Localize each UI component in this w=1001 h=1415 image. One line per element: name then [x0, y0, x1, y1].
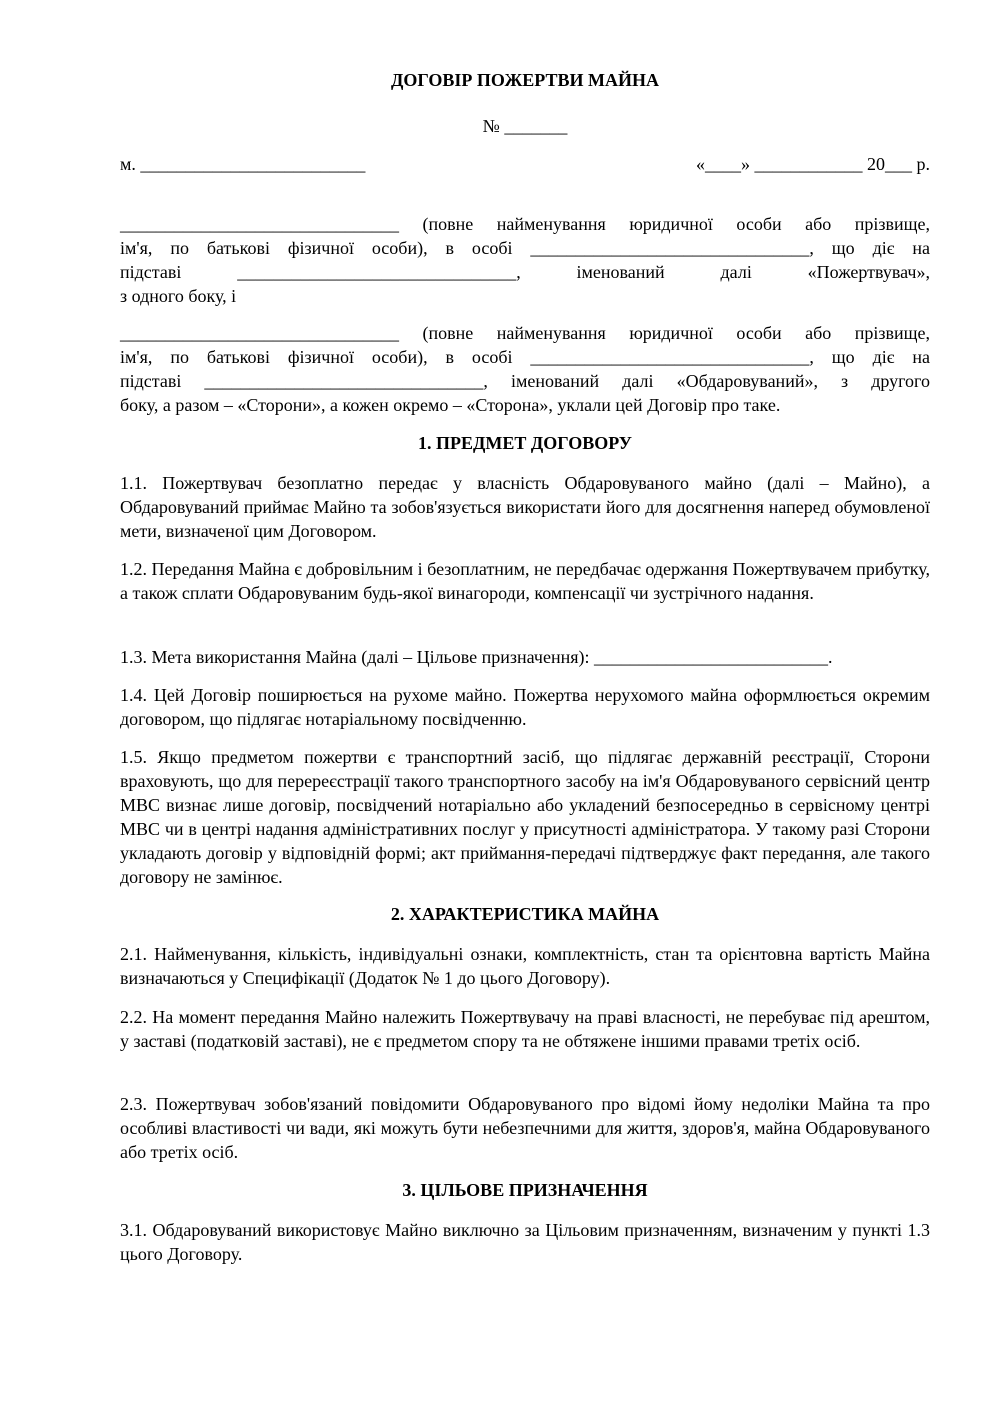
- clause-1-2: 1.2. Передання Майна є добровільним і безоплатним, не передбачає одержання Пожертвувачем прибутку, а також сплати Обдаровуваним будь-якої винагороди, компенсації чи зустрічного надання.: [120, 559, 930, 603]
- party-donor-line-2: ім'я, по батькові фізичної особи), в особі _______________________________, що діє на: [120, 238, 930, 258]
- clause-1-1: 1.1. Пожертвувач безоплатно передає у власність Обдаровуваного майно (далі – Майно), а Обдаровуваний приймає Майно та зобов'язується використати його для досягнення наперед обумовленої мети, визначеної цим Договором.: [120, 473, 930, 541]
- party-recipient-paragraph: [120, 321, 930, 417]
- date-field: «____» ____________ 20___ р.: [696, 154, 930, 174]
- contract-number: № _______: [482, 116, 568, 136]
- section-1-heading: 1. ПРЕДМЕТ ДОГОВОРУ: [417, 433, 633, 453]
- clause-1-3: 1.3. Мета використання Майна (далі – Цільове призначення): __________________________.: [120, 647, 833, 667]
- party-donor-line-4: з одного боку, і: [120, 286, 237, 306]
- clause-2-3: 2.3. Пожертвувач зобов'язаний повідомити Обдаровуваного про відомі йому недоліки Майна та про особливі властивості чи вади, які можуть бути небезпечними для життя, здоров'я, майна Обдаровуваного або третіх осіб.: [120, 1094, 930, 1162]
- party-donor-line-3: підставі _______________________________, іменований далі «Пожертвувач»,: [120, 262, 930, 282]
- section-3-heading: 3. ЦІЛЬОВЕ ПРИЗНАЧЕННЯ: [402, 1180, 648, 1200]
- party-donor-paragraph: [120, 212, 930, 308]
- clause-3-1: 3.1. Обдаровуваний використовує Майно виключно за Цільовим призначенням, визначеним у пункті 1.3 цього Договору.: [120, 1220, 930, 1264]
- section-2-heading: 2. ХАРАКТЕРИСТИКА МАЙНА: [390, 904, 660, 924]
- party-donor-line-1: _______________________________ (повне найменування юридичної особи або прізвище,: [120, 214, 930, 234]
- party-recipient-line-2: ім'я, по батькові фізичної особи), в особі _______________________________, що діє на: [120, 347, 930, 367]
- clause-1-4: 1.4. Цей Договір поширюється на рухоме майно. Пожертва нерухомого майна оформлюється окремим договором, що підлягає нотаріальному посвідченню.: [120, 685, 930, 729]
- document-title: ДОГОВІР ПОЖЕРТВИ МАЙНА: [391, 70, 659, 90]
- city-field: м. _________________________: [120, 154, 366, 174]
- party-recipient-line-4: боку, а разом – «Сторони», а кожен окремо – «Сторона», уклали цей Договір про таке.: [120, 395, 781, 415]
- party-recipient-line-3: підставі _______________________________, іменований далі «Обдаровуваний», з другого: [120, 371, 930, 391]
- clause-1-5: 1.5. Якщо предметом пожертви є транспортний засіб, що підлягає державній реєстрації, Сторони враховують, що для перереєстрації такого транспортного засобу на ім'я Обдаровуваного сервісний центр МВС визнає лише договір, посвідчений нотаріально або укладений безпосередньо в сервісному центрі МВС чи в центрі надання адміністративних послуг у присутності адміністратора. У такому разі Сторони укладають договір у відповідній формі; акт приймання-передачі підтверджує факт передання, але такого договору не замінює.: [120, 747, 930, 887]
- clause-2-1: 2.1. Найменування, кількість, індивідуальні ознаки, комплектність, стан та орієнтовна вартість Майна визначаються у Специфікації (Додаток № 1 до цього Договору).: [120, 944, 930, 988]
- party-recipient-line-1: _______________________________ (повне найменування юридичної особи або прізвище,: [120, 323, 930, 343]
- clause-2-2: 2.2. На момент передання Майно належить Пожертвувачу на праві власності, не перебуває під арештом, у заставі (податковій заставі), не є предметом спору та не обтяжене іншими правами третіх осіб.: [120, 1007, 930, 1051]
